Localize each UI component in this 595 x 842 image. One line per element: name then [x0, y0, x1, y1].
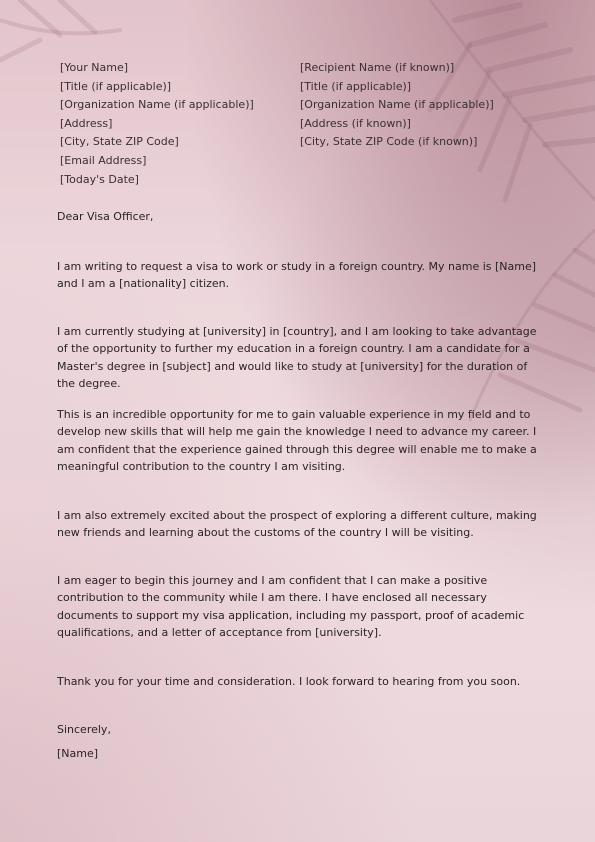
closing: Sincerely,	[57, 723, 111, 736]
body-paragraph: I am writing to request a visa to work or study in a foreign country. My name is [Name] and I am a [nationality] citizen.	[57, 260, 537, 291]
recipient-city-state-zip: [City, State ZIP Code (if known)]	[300, 135, 478, 149]
recipient-title: [Title (if applicable)]	[300, 79, 412, 93]
salutation: Dear Visa Officer,	[57, 210, 154, 223]
sender-city-state-zip: [City, State ZIP Code]	[60, 135, 179, 149]
signature-name: [Name]	[57, 747, 99, 760]
body-paragraph: I am also extremely excited about the prospect of exploring a different culture, making new friends and learning about the customs of the country I will be visiting.	[57, 509, 537, 540]
body-paragraph: I am eager to begin this journey and I am confident that I can make a positive contribution to the community while I am there. I have enclosed all necessary documents to support my visa application, including my passport, proof of academic qualifications, and a letter of acceptance from [university].	[57, 574, 525, 639]
recipient-organization: [Organization Name (if applicable)]	[300, 98, 494, 112]
recipient-address: [Address (if known)]	[300, 116, 411, 130]
sender-organization: [Organization Name (if applicable)]	[60, 98, 254, 112]
body-paragraph: This is an incredible opportunity for me to gain valuable experience in my field and to develop new skills that will help me gain the knowledge I need to advance my career. I am confident that the experience gained through this degree will enable me to make a meaningful contribution to the country I am visiting.	[57, 408, 537, 473]
sender-title: [Title (if applicable)]	[60, 79, 172, 93]
body-paragraph: Thank you for your time and consideration. I look forward to hearing from you soon.	[57, 675, 521, 688]
sender-email: [Email Address]	[60, 153, 147, 167]
sender-name: [Your Name]	[60, 61, 129, 74]
recipient-name: [Recipient Name (if known)]	[300, 61, 455, 74]
body-paragraph: I am currently studying at [university] in [country], and I am looking to take advantage of the opportunity to further my education in a foreign country. I am a candidate for a Master's degree in [subject] and would like to study at [university] for the duration of the degree.	[57, 325, 537, 390]
letter-date: [Today's Date]	[60, 172, 139, 186]
recipient-address-block	[300, 59, 494, 152]
sender-address: [Address]	[60, 116, 113, 130]
sender-address-block	[60, 59, 254, 189]
